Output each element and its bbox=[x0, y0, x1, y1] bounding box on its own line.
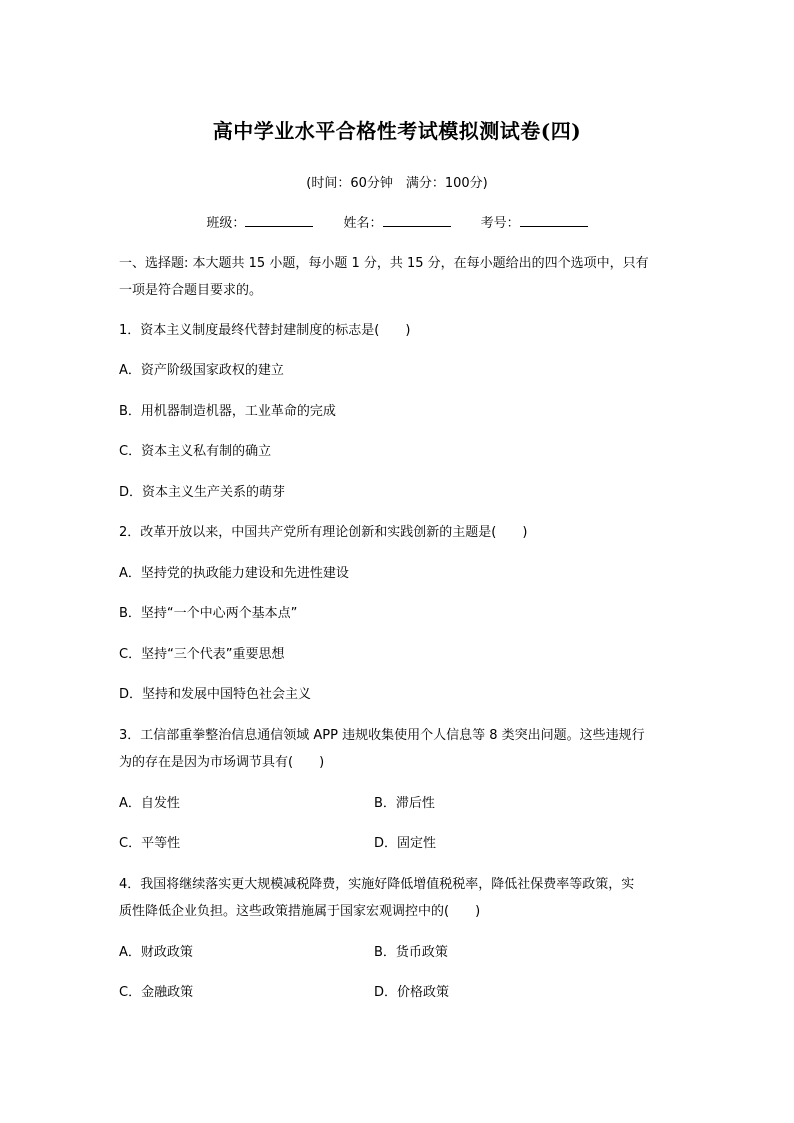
question-2-option-d[interactable]: D．坚持和发展中国特色社会主义 bbox=[119, 687, 312, 702]
question-4-option-c[interactable]: C．金融政策 bbox=[119, 985, 194, 1000]
question-1-option-d[interactable]: D．资本主义生产关系的萌芽 bbox=[119, 485, 286, 500]
page-title: 高中学业水平合格性考试模拟测试卷(四) bbox=[212, 119, 582, 143]
question-1-option-b[interactable]: B．用机器制造机器，工业革命的完成 bbox=[119, 404, 336, 419]
name-blank[interactable] bbox=[383, 212, 451, 227]
question-3-option-c[interactable]: C．平等性 bbox=[119, 836, 181, 851]
question-1-stem: 1．资本主义制度最终代替封建制度的标志是( ) bbox=[119, 323, 411, 338]
name-label: 姓名： bbox=[343, 216, 383, 231]
question-4-option-b[interactable]: B．货币政策 bbox=[374, 945, 448, 960]
question-3-option-a[interactable]: A．自发性 bbox=[119, 796, 180, 811]
question-4-stem-line-1: 4．我国将继续落实更大规模减税降费，实施好降低增值税税率，降低社保费率等政策，实 bbox=[119, 877, 635, 892]
question-2-stem: 2．改革开放以来，中国共产党所有理论创新和实践创新的主题是( ) bbox=[119, 525, 528, 540]
exam-number-blank[interactable] bbox=[520, 212, 588, 227]
student-info-fields bbox=[0, 212, 794, 231]
question-3-stem-line-1: 3．工信部重拳整治信息通信领域 APP 违规收集使用个人信息等 8 类突出问题。这些违规行 bbox=[119, 728, 645, 743]
section-heading-line-1: 一、选择题: 本大题共 15 小题，每小题 1 分，共 15 分，在每小题给出的四个选项中，只有 bbox=[119, 256, 649, 271]
question-4-stem-line-2: 质性降低企业负担。这些政策措施属于国家宏观调控中的( ) bbox=[119, 904, 481, 919]
question-4-option-a[interactable]: A．财政政策 bbox=[119, 945, 193, 960]
question-3-option-d[interactable]: D．固定性 bbox=[374, 836, 437, 851]
class-field[interactable] bbox=[206, 212, 313, 231]
exam-number-field[interactable] bbox=[481, 212, 588, 231]
question-3-option-b[interactable]: B．滞后性 bbox=[374, 796, 435, 811]
exam-number-label: 考号： bbox=[480, 216, 520, 231]
class-blank[interactable] bbox=[245, 212, 313, 227]
name-field[interactable] bbox=[343, 212, 450, 231]
question-1-option-c[interactable]: C．资本主义私有制的确立 bbox=[119, 444, 272, 459]
question-2-option-a[interactable]: A．坚持党的执政能力建设和先进性建设 bbox=[119, 566, 349, 581]
question-2-option-c[interactable]: C．坚持“三个代表”重要思想 bbox=[119, 647, 285, 662]
exam-time-info: (时间：60分钟 满分：100分) bbox=[306, 176, 488, 191]
question-2-option-b[interactable]: B．坚持“一个中心两个基本点” bbox=[119, 606, 298, 621]
class-label: 班级： bbox=[206, 216, 246, 231]
question-3-stem-line-2: 为的存在是因为市场调节具有( ) bbox=[119, 755, 325, 770]
question-4-option-d[interactable]: D．价格政策 bbox=[374, 985, 450, 1000]
section-heading-line-2: 一项是符合题目要求的。 bbox=[119, 283, 263, 298]
question-1-option-a[interactable]: A．资产阶级国家政权的建立 bbox=[119, 363, 284, 378]
